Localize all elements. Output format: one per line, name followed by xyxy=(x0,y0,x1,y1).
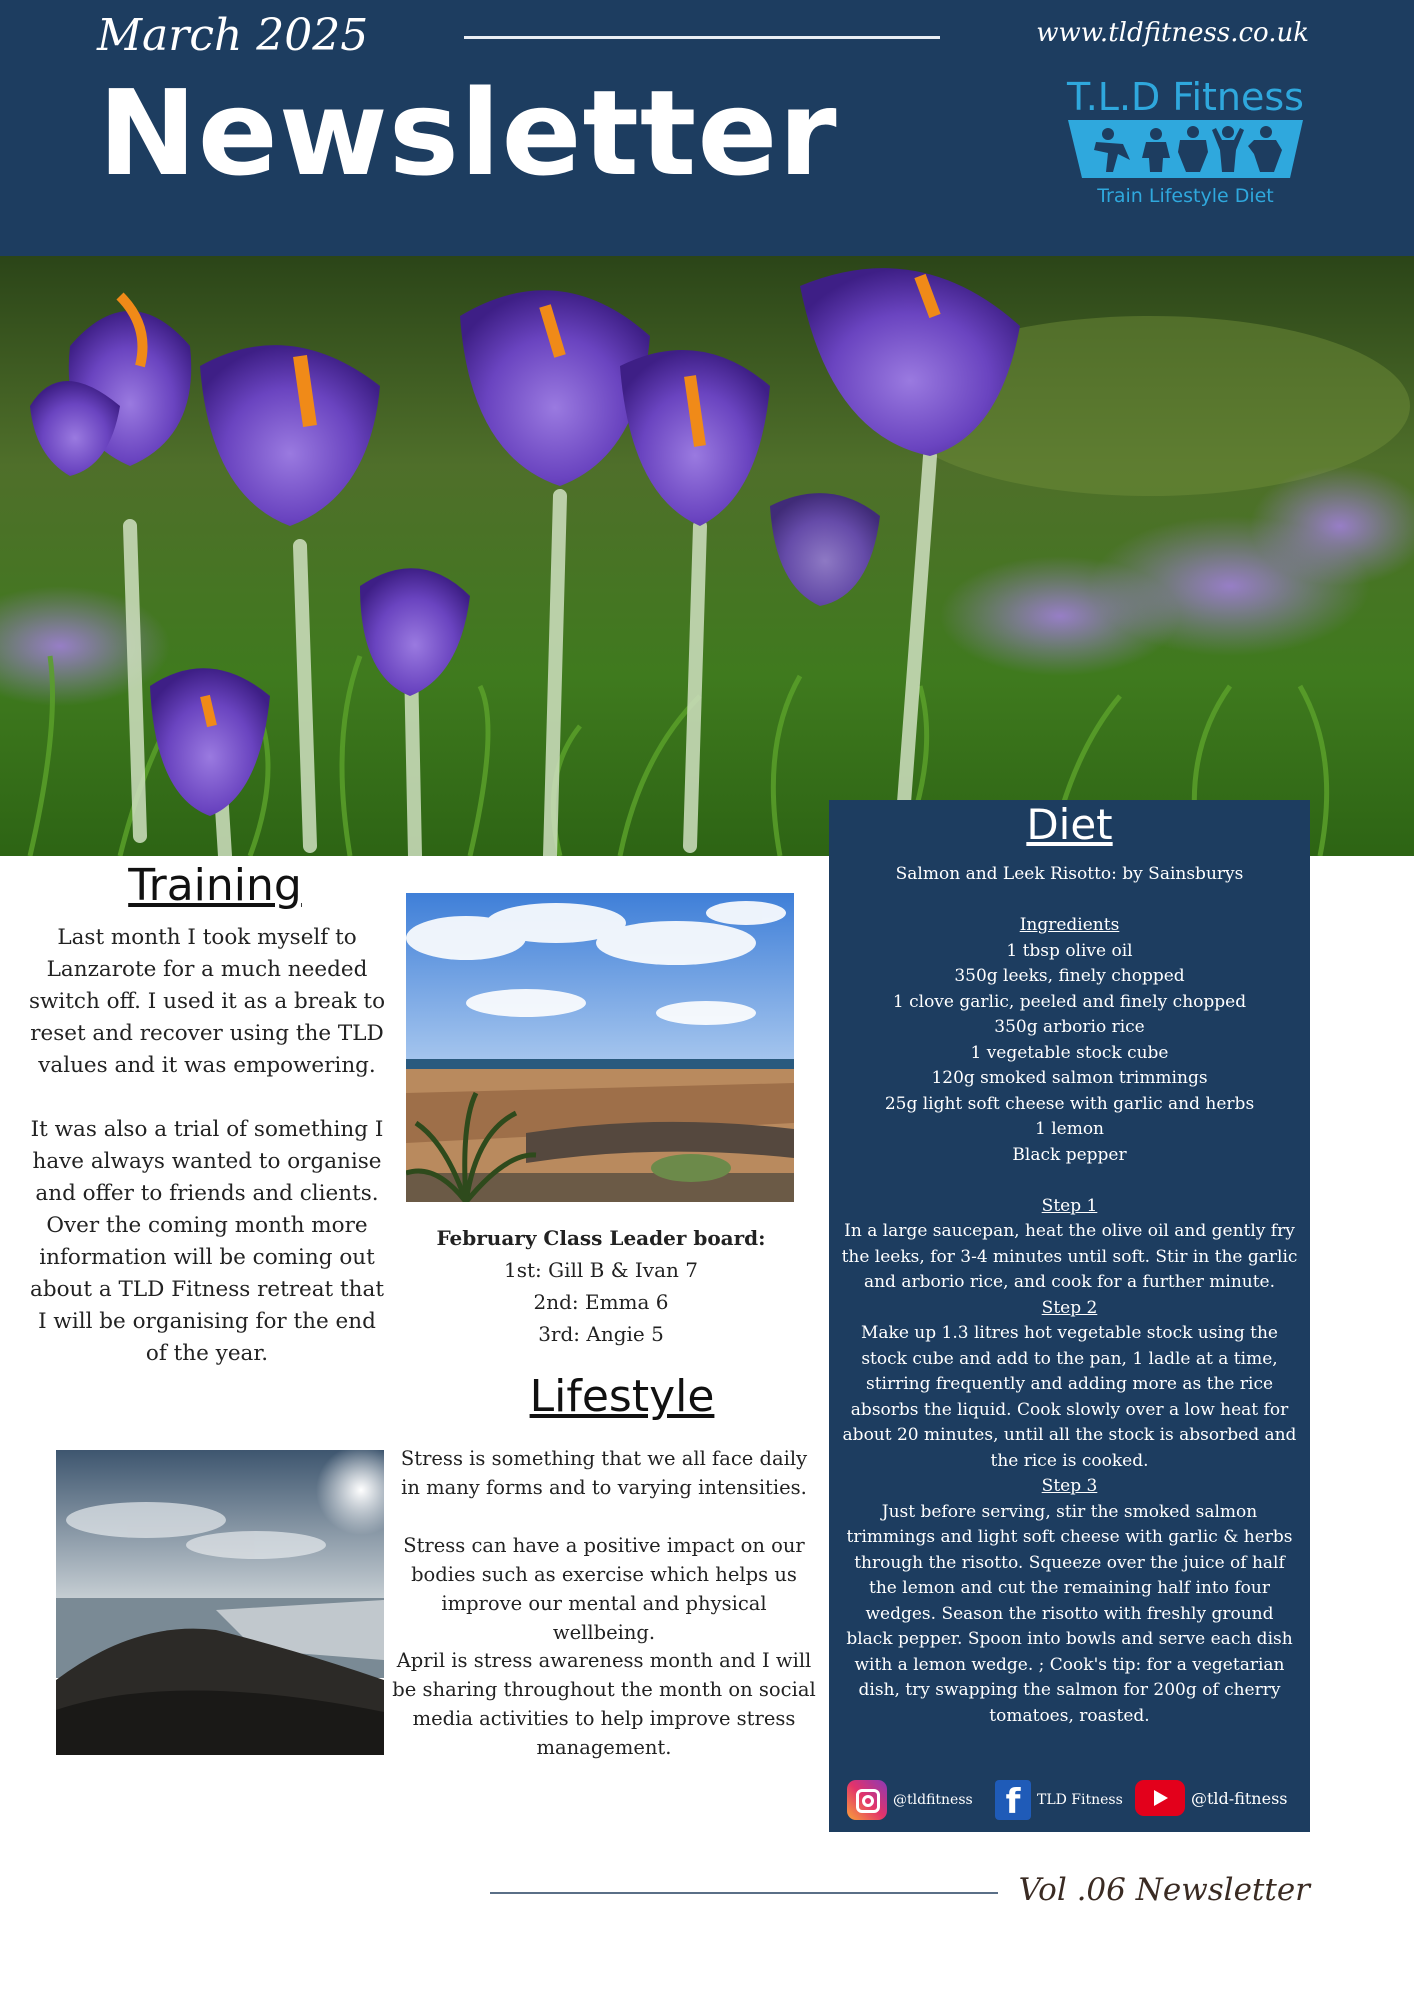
footer-divider xyxy=(490,1892,998,1894)
ingredient-item: 350g arborio rice xyxy=(994,1017,1145,1037)
page-title: Newsletter xyxy=(98,64,838,202)
instagram-link[interactable] xyxy=(847,1780,973,1820)
facebook-handle: TLD Fitness xyxy=(1037,1792,1123,1808)
logo-tagline: Train Lifestyle Diet xyxy=(1097,185,1274,207)
spacer xyxy=(841,888,1298,914)
issue-month: March 2025 xyxy=(97,10,369,61)
instagram-icon xyxy=(847,1780,887,1820)
logo-name: T.L.D Fitness xyxy=(1067,75,1304,119)
youtube-link[interactable] xyxy=(1135,1780,1288,1816)
leaderboard-title: February Class Leader board: xyxy=(436,1226,766,1250)
lifestyle-paragraph-3: April is stress awareness month and I will be sharing throughout the month on social media activities to help improve stress management. xyxy=(392,1649,816,1759)
header-banner xyxy=(0,0,1414,256)
step-3-heading: Step 3 xyxy=(1041,1476,1098,1496)
ingredients-heading: Ingredients xyxy=(1019,915,1120,935)
ingredient-item: 25g light soft cheese with garlic and herbs xyxy=(884,1093,1255,1114)
lifestyle-paragraph-2: Stress can have a positive impact on our bodies such as exercise which helps us improve our mental and physical wellbeing. xyxy=(403,1534,805,1644)
step-2-text: Make up 1.3 litres hot vegetable stock using the stock cube and add to the pan, 1 ladle at a time, stirring frequently and adding more as the rice absorbs the liquid. Cook slowly over a low heat for about 20 minutes, until all the stock is absorbed and the rice is cooked. xyxy=(842,1323,1297,1471)
leaderboard-first: 1st: Gill B & Ivan 7 xyxy=(504,1258,698,1282)
ingredient-item: 1 clove garlic, peeled and finely chopped xyxy=(892,991,1247,1012)
training-heading: Training xyxy=(128,860,302,911)
training-paragraph-2: It was also a trial of something I have always wanted to organise and offer to friends and clients. Over the coming month more information will be coming out about a TLD Fitness retreat that I will be organising for the end of the year. xyxy=(30,1117,384,1366)
step-2-heading: Step 2 xyxy=(1041,1297,1098,1318)
instagram-handle: @tldfitness xyxy=(893,1792,973,1808)
website-link[interactable]: www.tldfitness.co.uk xyxy=(1036,18,1309,48)
youtube-handle: @tld-fitness xyxy=(1191,1788,1288,1808)
hero-crocus-image xyxy=(0,256,1414,856)
ingredient-item: 350g leeks, finely chopped xyxy=(954,966,1185,986)
recipe-body xyxy=(841,862,1298,1729)
ingredient-item: 1 lemon xyxy=(1034,1119,1105,1139)
seaside-rocks-photo xyxy=(56,1450,384,1755)
lifestyle-paragraph-1: Stress is something that we all face daily in many forms and to varying intensities. xyxy=(400,1447,808,1499)
header-divider xyxy=(464,36,940,39)
step-3-text: Just before serving, stir the smoked salmon trimmings and light soft cheese with garlic & herbs through the risotto. Squeeze over the juice of half the lemon and cut the remaining half into four wedges. Season the risotto with freshly ground black pepper. Spoon into bowls and serve each dish with a lemon wedge. ; Cook's tip: for a vegetarian dish, try swapping the salmon for 200g of cherry tomatoes, roasted. xyxy=(846,1501,1293,1726)
diet-panel xyxy=(829,800,1310,1832)
volume-label: Vol .06 Newsletter xyxy=(1018,1872,1310,1908)
diet-heading: Diet xyxy=(1026,800,1113,849)
ingredient-item: 1 vegetable stock cube xyxy=(970,1042,1169,1063)
lifestyle-heading: Lifestyle xyxy=(529,1371,715,1422)
lanzarote-landscape-photo xyxy=(406,893,794,1202)
ingredient-item: 120g smoked salmon trimmings xyxy=(931,1068,1208,1088)
facebook-icon: f xyxy=(995,1780,1031,1820)
ingredient-item: Black pepper xyxy=(1012,1144,1127,1165)
leaderboard-third: 3rd: Angie 5 xyxy=(538,1322,664,1346)
leaderboard-second: 2nd: Emma 6 xyxy=(533,1290,669,1314)
step-1-heading: Step 1 xyxy=(1041,1195,1098,1216)
brand-logo xyxy=(1058,75,1313,215)
fitness-figures-icon xyxy=(1068,120,1303,180)
spacer xyxy=(841,1168,1298,1194)
step-1-text: In a large saucepan, heat the olive oil and gently fry the leeks, for 3-4 minutes until soft. Stir in the garlic and arborio rice, and cook for a further minute. xyxy=(841,1221,1298,1292)
ingredient-item: 1 tbsp olive oil xyxy=(1006,940,1133,961)
training-paragraph-1: Last month I took myself to Lanzarote for a much needed switch off. I used it as a break to reset and recover using the TLD values and it was empowering. xyxy=(28,925,386,1078)
youtube-icon xyxy=(1135,1780,1185,1816)
facebook-link[interactable] xyxy=(995,1780,1123,1820)
recipe-title: Salmon and Leek Risotto: by Sainsburys xyxy=(895,864,1244,884)
